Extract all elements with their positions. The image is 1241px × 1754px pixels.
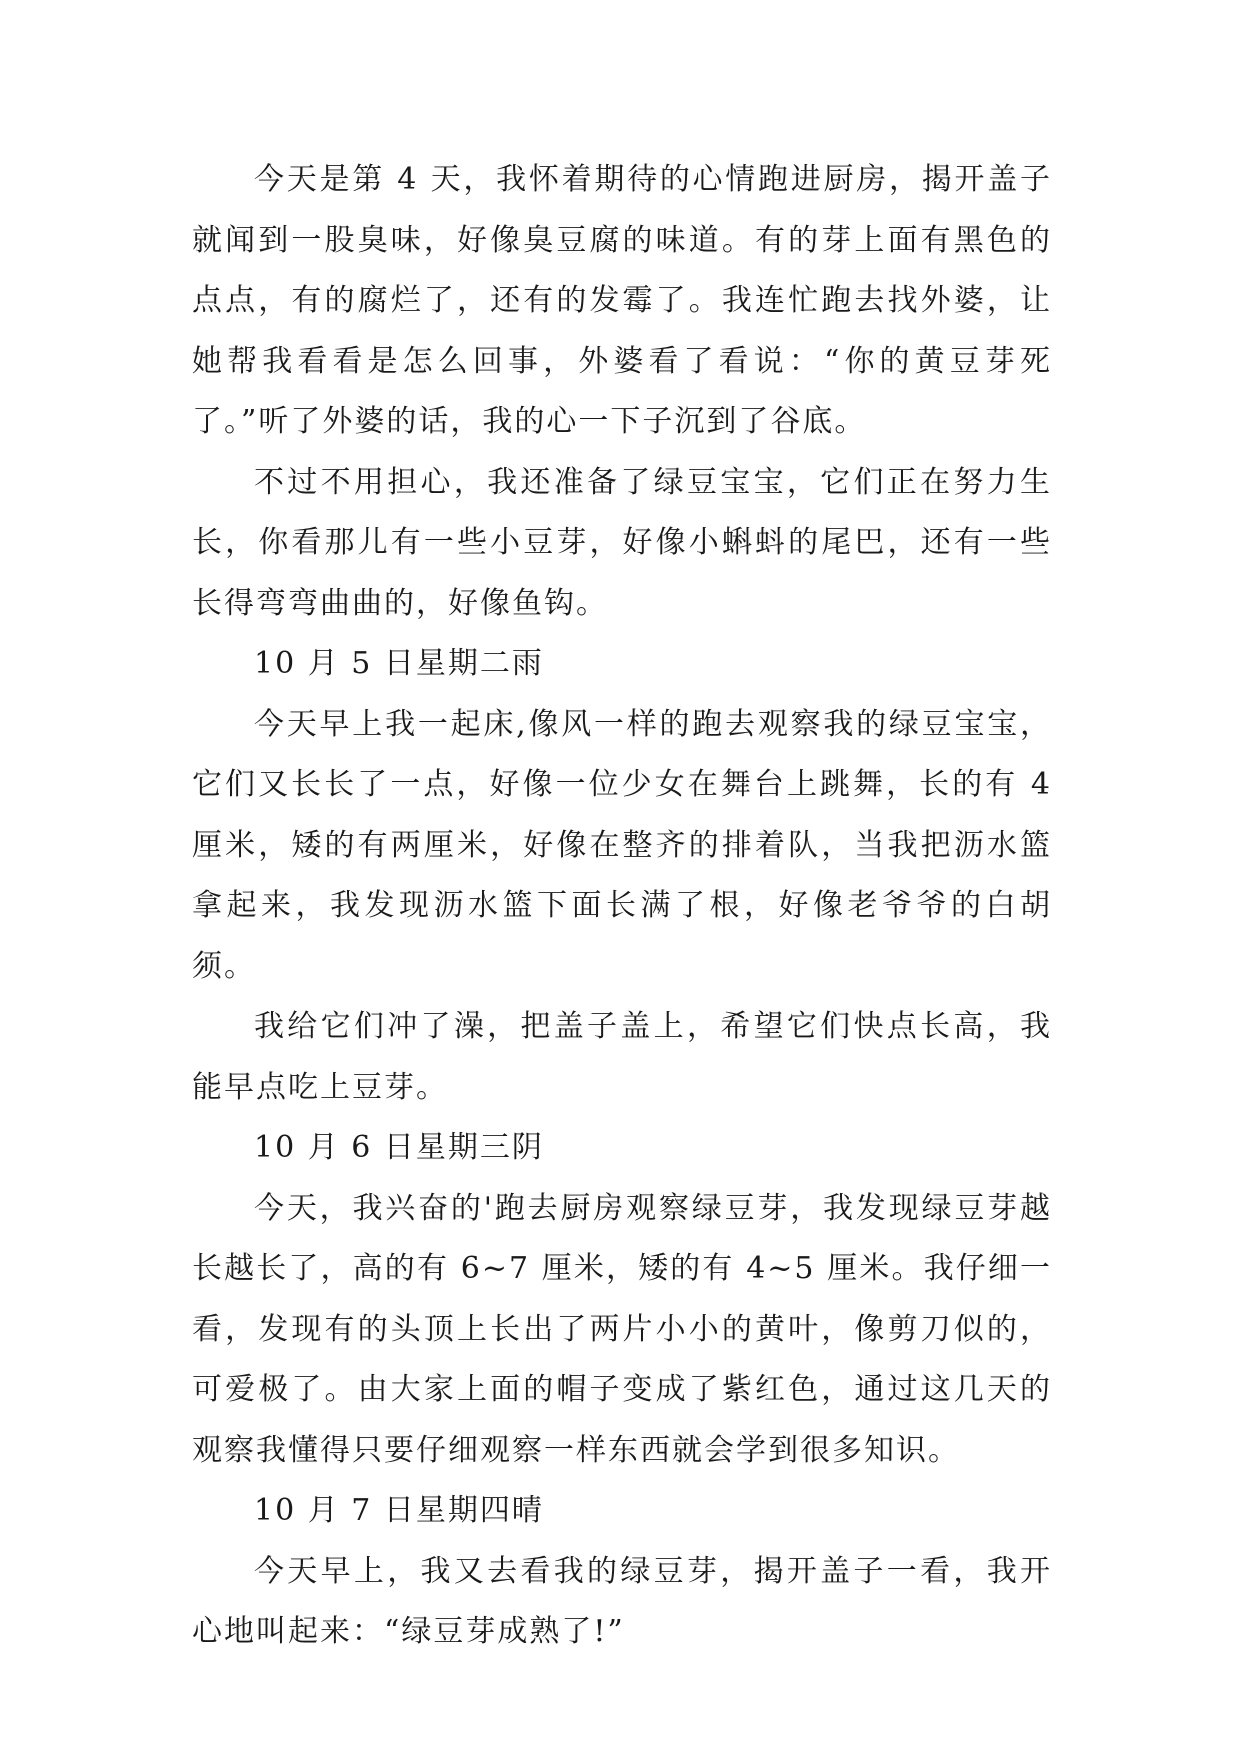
paragraph-mung-bean: 不过不用担心，我还准备了绿豆宝宝，它们正在努力生长，你看那儿有一些小豆芽，好像小蝌蚪的尾巴，还有一些长得弯弯曲曲的，好像鱼钩。 <box>192 464 1052 621</box>
paragraph-oct7-observation: 今天早上，我又去看我的绿豆芽，揭开盖子一看，我开心地叫起来：“绿豆芽成熟了!” <box>192 1553 1052 1649</box>
date-heading-oct5: 10 月 5 日星期二雨 <box>254 646 544 681</box>
document-body <box>192 150 1052 1663</box>
date-heading-oct6: 10 月 6 日星期三阴 <box>254 1130 544 1165</box>
paragraph-oct6-observation: 今天，我兴奋的'跑去厨房观察绿豆芽，我发现绿豆芽越长越长了，高的有 6~7 厘米，矮的有 4~5 厘米。我仔细一看，发现有的头顶上长出了两片小小的黄叶，像剪刀似的，可爱极了。由大家上面的帽子变成了紫红色，通过这几天的观察我懂得只要仔细观察一样东西就会学到很多知识。 <box>192 1190 1052 1468</box>
paragraph-oct5-shower: 我给它们冲了澡，把盖子盖上，希望它们快点长高，我能早点吃上豆芽。 <box>192 1009 1052 1105</box>
paragraph-day4: 今天是第 4 天，我怀着期待的心情跑进厨房，揭开盖子就闻到一股臭味，好像臭豆腐的味道。有的芽上面有黑色的点点，有的腐烂了，还有的发霉了。我连忙跑去找外婆，让她帮我看看是怎么回事，外婆看了看说：“你的黄豆芽死了。”听了外婆的话，我的心一下子沉到了谷底。 <box>192 162 1052 439</box>
paragraph-oct5-observation: 今天早上我一起床,像风一样的跑去观察我的绿豆宝宝，它们又长长了一点，好像一位少女在舞台上跳舞，长的有 4 厘米，矮的有两厘米，好像在整齐的排着队，当我把沥水篮拿起来，我发现沥水篮下面长满了根，好像老爷爷的白胡须。 <box>192 706 1052 984</box>
date-heading-oct7: 10 月 7 日星期四晴 <box>254 1493 544 1528</box>
